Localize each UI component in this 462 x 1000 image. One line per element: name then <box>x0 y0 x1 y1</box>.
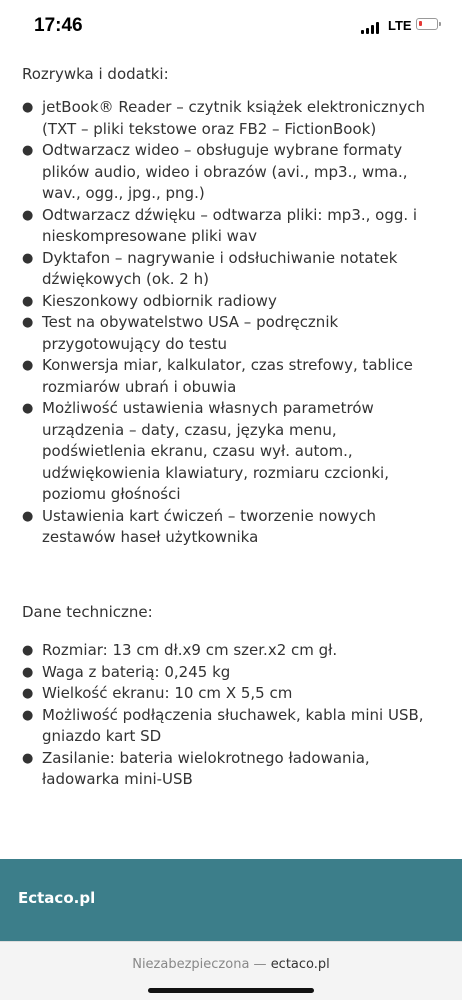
home-indicator[interactable] <box>148 988 314 993</box>
list-item: ● Konwersja miar, kalkulator, czas strefowy, tablice rozmiarów ubrań i obuwia <box>22 355 442 398</box>
network-label: LTE <box>388 18 412 33</box>
list-item: ● Wielkość ekranu: 10 cm X 5,5 cm <box>22 683 442 705</box>
list-item: ● Waga z baterią: 0,245 kg <box>22 662 442 684</box>
battery-icon <box>416 18 438 30</box>
entertainment-list <box>22 97 442 549</box>
footer-site-link[interactable]: Ectaco.pl <box>18 889 96 907</box>
list-item: ● Zasilanie: bateria wielokrotnego ładowania, ładowarka mini-USB <box>22 748 442 791</box>
section-heading-tech: Dane techniczne: <box>22 603 153 621</box>
status-time: 17:46 <box>34 15 83 36</box>
list-item: ● jetBook® Reader – czytnik książek elektronicznych (TXT – pliki tekstowe oraz FB2 – FictionBook) <box>22 97 442 140</box>
list-item: ● Odtwarzacz wideo – obsługuje wybrane formaty plików audio, wideo i obrazów (avi., mp3., wma., wav., ogg., jpg., png.) <box>22 140 442 205</box>
list-item: ● Możliwość ustawienia własnych parametrów urządzenia – daty, czasu, języka menu, podświetlenia ekranu, czasu wył. autom., udźwiękowienia klawiatury, rozmiaru czcionki, poziomu głośności <box>22 398 442 506</box>
list-item: ● Możliwość podłączenia słuchawek, kabla mini USB, gniazdo kart SD <box>22 705 442 748</box>
list-item: ● Dyktafon – nagrywanie i odsłuchiwanie notatek dźwiękowych (ok. 2 h) <box>22 248 442 291</box>
address-text[interactable] <box>0 957 462 972</box>
list-item: ● Odtwarzacz dźwięku – odtwarza pliki: mp3., ogg. i nieskompresowane pliki wav <box>22 205 442 248</box>
list-item: ● Test na obywatelstwo USA – podręcznik przygotowujący do testu <box>22 312 442 355</box>
site-footer <box>0 859 462 941</box>
tech-specs-list <box>22 640 442 791</box>
section-heading-entertainment: Rozrywka i dodatki: <box>22 65 169 83</box>
list-item: ● Kieszonkowy odbiornik radiowy <box>22 291 442 313</box>
list-item: ● Ustawienia kart ćwiczeń – tworzenie nowych zestawów haseł użytkownika <box>22 506 442 549</box>
domain-label: ectaco.pl <box>270 957 330 972</box>
signal-icon <box>361 22 381 34</box>
list-item: ● Rozmiar: 13 cm dł.x9 cm szer.x2 cm gł. <box>22 640 442 662</box>
security-label: Niezabezpieczona — <box>132 957 267 972</box>
status-bar <box>0 0 462 56</box>
